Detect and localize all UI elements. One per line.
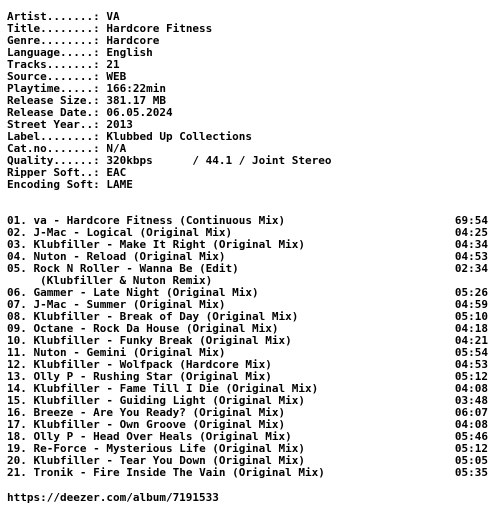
track-title: (Klubfiller & Nuton Remix) [40, 274, 213, 287]
track-title: Tronik - Fire Inside The Vain (Original Mix) [33, 466, 325, 479]
info-value: Klubbed Up Collections [106, 130, 253, 143]
track-number: 07. [7, 298, 27, 311]
track-duration: 04:08 [454, 382, 488, 395]
track-title: va - Hardcore Fitness (Continuous Mix) [33, 214, 286, 227]
track-number: 21. [7, 466, 27, 479]
info-value: EAC [106, 166, 127, 179]
track-number: 18. [7, 430, 27, 443]
track-title: Re-Force - Mysterious Life (Original Mix) [33, 442, 306, 455]
info-label: Title........: [7, 22, 100, 35]
info-label: Language.....: [7, 46, 100, 59]
info-value: 06.05.2024 [106, 106, 173, 119]
track-number: 14. [7, 382, 27, 395]
track-number: 04. [7, 250, 27, 263]
info-label: Cat.no.......: [7, 142, 100, 155]
track-title: Klubfiller - Fame Till I Die (Original Mix) [33, 382, 319, 395]
info-value: English [106, 46, 153, 59]
track-title: Nuton - Reload (Original Mix) [33, 250, 226, 263]
track-number: 19. [7, 442, 27, 455]
track-title: Klubfiller - Tear You Down (Original Mix) [33, 454, 306, 467]
track-duration: 04:53 [454, 250, 488, 263]
track-duration: 02:34 [454, 262, 488, 275]
track-duration: 05:12 [454, 370, 488, 383]
track-title: Olly P - Head Over Heals (Original Mix) [33, 430, 292, 443]
track-number: 20. [7, 454, 27, 467]
track-duration: 05:05 [454, 454, 488, 467]
info-value: LAME [106, 178, 133, 191]
track-duration: 05:12 [454, 442, 488, 455]
track-number: 03. [7, 238, 27, 251]
info-label: Tracks.......: [7, 58, 100, 71]
track-title: J-Mac - Logical (Original Mix) [33, 226, 233, 239]
tracklist [7, 215, 489, 479]
track-number: 17. [7, 418, 27, 431]
info-value: 381.17 MB [106, 94, 166, 107]
track-title: Gammer - Late Night (Original Mix) [33, 286, 259, 299]
track-duration: 04:25 [454, 226, 488, 239]
track-duration: 05:10 [454, 310, 488, 323]
track-duration: 69:54 [454, 214, 488, 227]
track-duration: 06:07 [454, 406, 488, 419]
album-url: https://deezer.com/album/7191533 [7, 491, 219, 504]
track-duration: 04:18 [454, 322, 488, 335]
track-duration: 03:48 [454, 394, 488, 407]
info-label: Genre........: [7, 34, 100, 47]
track-number: 05. [7, 262, 27, 275]
info-label: Release Date.: [7, 106, 100, 119]
info-label: Release Size.: [7, 94, 100, 107]
info-row [7, 179, 332, 191]
track-title: Rock N Roller - Wanna Be (Edit) [33, 262, 239, 275]
track-number: 11. [7, 346, 27, 359]
track-title: Klubfiller - Own Groove (Original Mix) [33, 418, 286, 431]
info-label: Quality......: [7, 154, 100, 167]
info-value: WEB [106, 70, 127, 83]
info-value: VA [106, 10, 120, 23]
track-duration: 05:35 [454, 466, 488, 479]
info-value: 2013 [106, 118, 133, 131]
track-duration: 05:46 [454, 430, 488, 443]
track-title: Klubfiller - Funky Break (Original Mix) [33, 334, 292, 347]
track-title: Breeze - Are You Ready? (Original Mix) [33, 406, 286, 419]
release-info-block [7, 11, 332, 191]
info-label: Street Year..: [7, 118, 100, 131]
track-number: 12. [7, 358, 27, 371]
track-duration: 05:26 [454, 286, 488, 299]
track-duration: 04:34 [454, 238, 488, 251]
track-title: Olly P - Rushing Star (Original Mix) [33, 370, 272, 383]
track-number: 01. [7, 214, 27, 227]
track-duration: 04:21 [454, 334, 488, 347]
track-title: Klubfiller - Break of Day (Original Mix) [33, 310, 299, 323]
track-number: 15. [7, 394, 27, 407]
track-duration: 04:53 [454, 358, 488, 371]
track-title: Klubfiller - Wolfpack (Hardcore Mix) [33, 358, 272, 371]
track-title: J-Mac - Summer (Original Mix) [33, 298, 226, 311]
track-number: 16. [7, 406, 27, 419]
track-number: 06. [7, 286, 27, 299]
info-label: Playtime.....: [7, 82, 100, 95]
info-value: 166:22min [106, 82, 166, 95]
info-value: 21 [106, 58, 120, 71]
track-number: 10. [7, 334, 27, 347]
info-value: 320kbps / 44.1 / Joint Stereo [106, 154, 332, 167]
track-title: Klubfiller - Guiding Light (Original Mix) [33, 394, 306, 407]
track-number: 08. [7, 310, 27, 323]
track-number: 09. [7, 322, 27, 335]
info-value: Hardcore Fitness [106, 22, 213, 35]
info-label: Label........: [7, 130, 100, 143]
track-number: 02. [7, 226, 27, 239]
track-duration: 04:08 [454, 418, 488, 431]
info-label: Ripper Soft..: [7, 166, 100, 179]
track-row [7, 467, 489, 479]
info-label: Artist.......: [7, 10, 100, 23]
track-duration: 05:54 [454, 346, 488, 359]
track-title: Klubfiller - Make It Right (Original Mix) [33, 238, 306, 251]
info-label: Encoding Soft: [7, 178, 100, 191]
track-title: Nuton - Gemini (Original Mix) [33, 346, 226, 359]
track-number: 13. [7, 370, 27, 383]
info-value: Hardcore [106, 34, 160, 47]
info-value: N/A [106, 142, 127, 155]
track-title: Octane - Rock Da House (Original Mix) [33, 322, 279, 335]
track-duration: 04:59 [454, 298, 488, 311]
info-label: Source.......: [7, 70, 100, 83]
